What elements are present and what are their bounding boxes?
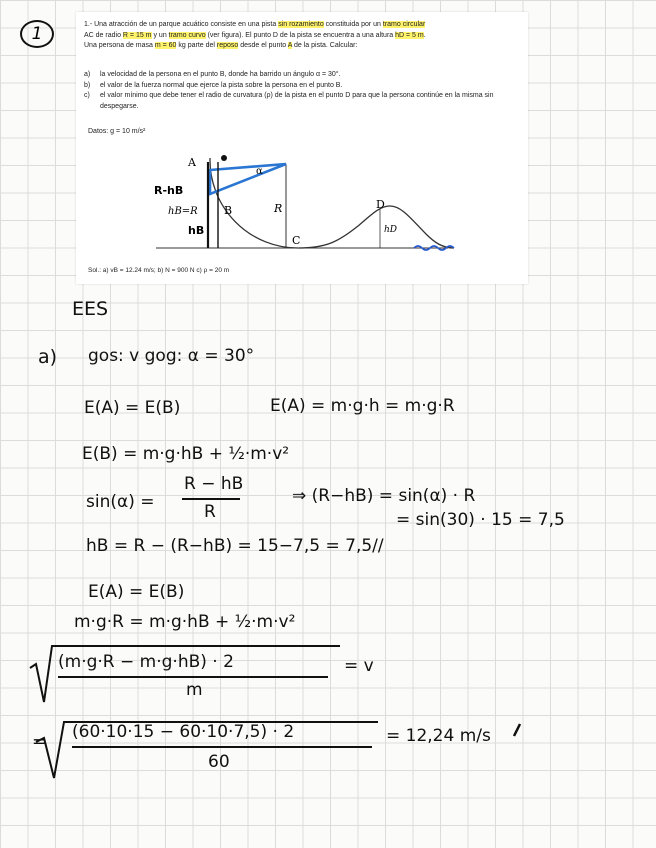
- item-b: b) el valor de la fuerza normal que ejerce la pista sobre la persona en el punto B.: [84, 81, 343, 89]
- sqrt1-equals-v: = v: [344, 656, 374, 676]
- sqrt2-fraction-bar: [72, 746, 372, 748]
- energy-eq-3: E(A) = E(B): [88, 582, 185, 602]
- label-b: B: [224, 204, 233, 217]
- sin-denominator: R: [204, 502, 216, 522]
- item-c: c) el valor mínimo que debe tener el radio de curvatura (ρ) de la pista en el punto D para que la persona continúe en la misma sin despegarse.: [84, 92, 494, 110]
- sqrt1-fraction-bar: [58, 676, 328, 678]
- sin-right: ⇒ (R−hB) = sin(α) · R: [292, 486, 476, 506]
- label-r: R: [274, 202, 283, 215]
- sqrt2-numerator: (60·10·15 − 60·10·7,5) · 2: [72, 722, 295, 742]
- hb-result-line: hB = R − (R−hB) = 15−7,5 = 7,5//: [86, 536, 384, 556]
- label-hd: hD: [384, 225, 398, 235]
- sin-right-2: = sin(30) · 15 = 7,5: [396, 510, 565, 530]
- unknowns-line: gos: v gog: α = 30°: [88, 346, 255, 366]
- sin-left: sin(α) =: [86, 492, 155, 512]
- label-alpha: α: [256, 166, 263, 177]
- problem-number-circle: 1: [20, 20, 54, 48]
- sqrt2-denominator: 60: [208, 752, 230, 772]
- ees-heading: EES: [72, 298, 109, 320]
- item-a: a) la velocidad de la persona en el punto B, donde ha barrido un ángulo α = 30°.: [84, 71, 341, 78]
- part-a-label: a): [38, 346, 58, 368]
- energy-eq-4: m·g·R = m·g·hB + ½·m·v²: [74, 612, 296, 632]
- label-a: A: [188, 156, 196, 169]
- sqrt1-denominator: m: [186, 680, 203, 700]
- problem-statement: 1.- Una atracción de un parque acuático consiste en una pista sin rozamiento constituida por un tramo circular AC de radio R = 15 m y un tramo curvo (ver figura). El punto D de la pista se encuentra a una altura hD = 5 m. Una persona de masa m = 60 kg parte del reposo desde el punto A de la pista. Calcular:: [84, 21, 426, 49]
- label-hb-eq: hB=R: [168, 206, 198, 217]
- energy-eq-1-left: E(A) = E(B): [84, 398, 181, 418]
- label-hb: hB: [188, 224, 205, 237]
- label-c: C: [292, 234, 301, 247]
- sin-numerator: R − hB: [184, 474, 244, 494]
- label-d: D: [376, 198, 385, 211]
- energy-eq-2: E(B) = m·g·hB + ½·m·v²: [82, 444, 290, 464]
- datos-line: Datos: g = 10 m/s²: [88, 128, 146, 135]
- solution-line: Sol.: a) vB = 12.24 m/s; b) N = 900 N c) ρ = 20 m: [88, 267, 230, 274]
- final-result: = 12,24 m/s: [386, 726, 491, 746]
- label-r-minus-hb: R-hB: [154, 184, 184, 197]
- sqrt2-prefix: =: [32, 732, 47, 752]
- sqrt1-numerator: (m·g·R − m·g·hB) · 2: [58, 652, 234, 672]
- energy-eq-1-right: E(A) = m·g·h = m·g·R: [270, 396, 455, 416]
